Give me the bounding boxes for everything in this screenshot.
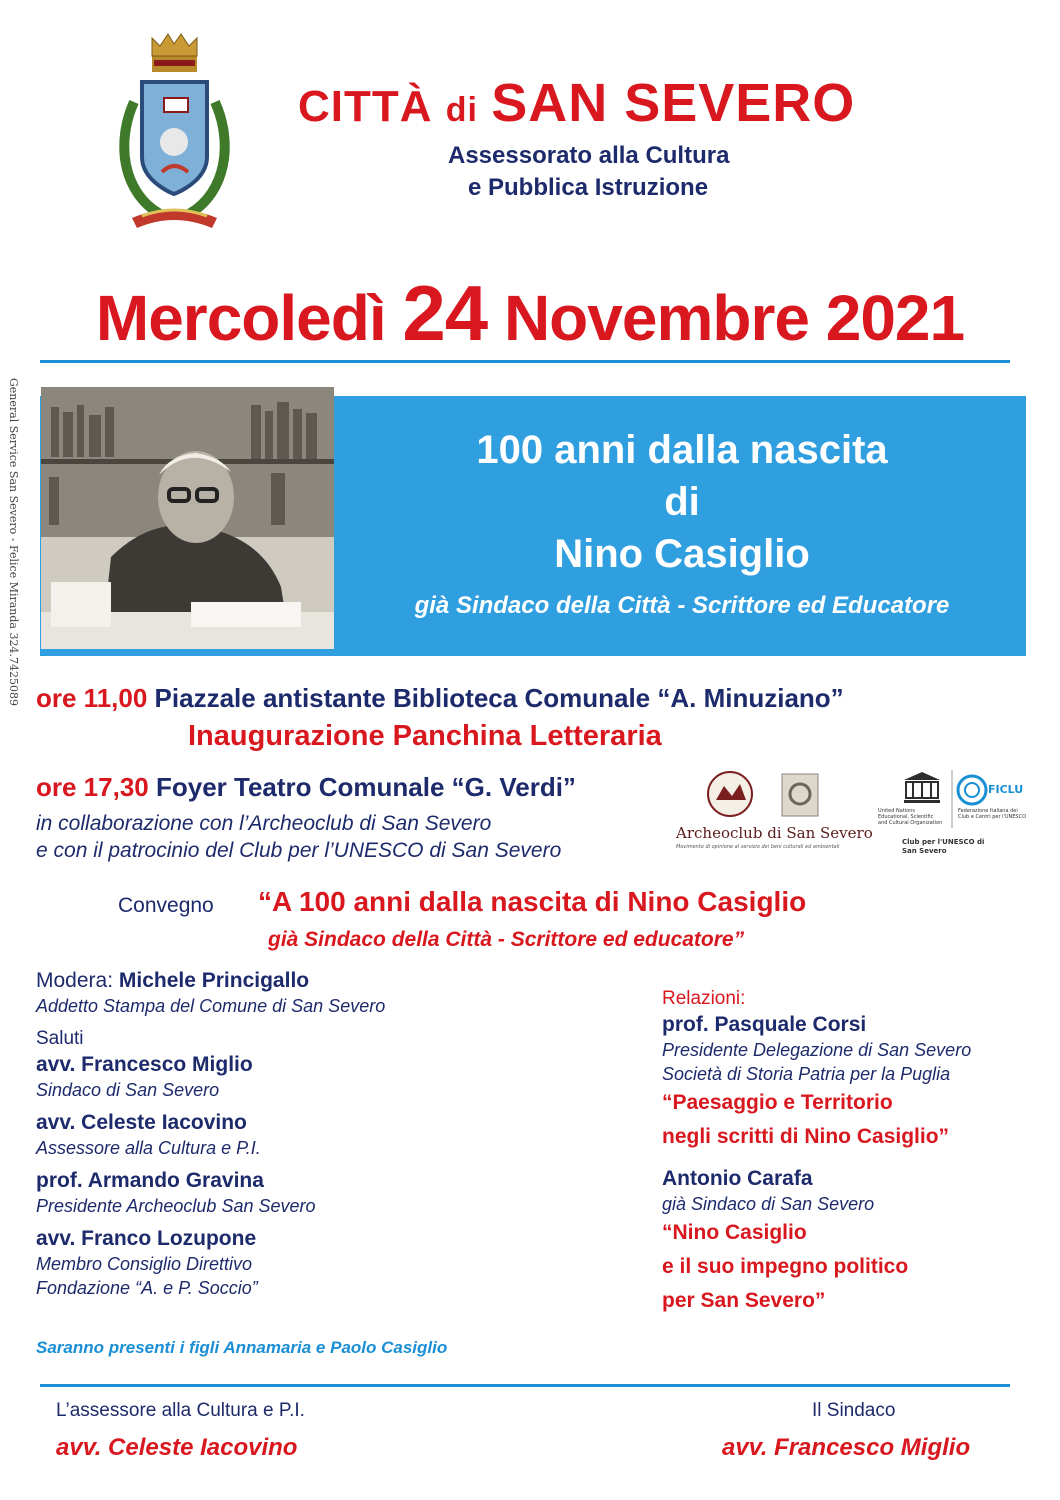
evening-place: Foyer Teatro Comunale “G. Verdi” [155, 772, 576, 802]
archeoclub-motto: Movimento di opinione al servizio dei beni culturali ed ambientali [676, 844, 840, 850]
unesco-text: United Nations Educational, Scientific and Cultural Organization [878, 808, 943, 826]
department-line2: e Pubblica Istruzione [468, 174, 709, 201]
report2-role: già Sindaco di San Severo [662, 1194, 875, 1214]
report1-speaker: prof. Pasquale Corsi [662, 1013, 867, 1036]
evening-time: ore 17,30 [36, 772, 149, 802]
department-line1: Assessorato alla Cultura [448, 142, 730, 169]
speaker-role: Presidente Archeoclub San Severo [36, 1196, 316, 1216]
event-date [0, 268, 1060, 359]
report2-title1: “Nino Casiglio [662, 1221, 807, 1244]
speakers-left-column [36, 968, 385, 1300]
ficlu-logo [958, 776, 986, 804]
reports-label: Relazioni: [662, 988, 746, 1009]
banner-title [338, 424, 1026, 580]
club-line1: Club per l'UNESCO di [902, 838, 985, 846]
convegno-label: Convegno [118, 894, 214, 917]
report1-role2: Società di Storia Patria per la Puglia [662, 1064, 951, 1084]
club-unesco-caption [902, 838, 984, 856]
date-weekday: Mercoledì [95, 282, 386, 354]
date-day: 24 [402, 269, 488, 357]
report2-title3: per San Severo” [662, 1289, 826, 1312]
banner-line3: Nino Casiglio [554, 532, 810, 576]
city-di: di [445, 91, 478, 129]
morning-event [36, 683, 844, 714]
morning-event-title: Inaugurazione Panchina Letteraria [188, 720, 662, 752]
speaker-name: avv. Celeste Iacovino [36, 1111, 247, 1134]
banner-line1: 100 anni dalla nascita [476, 428, 888, 472]
morning-place: Piazzale antistante Biblioteca Comunale “A. Minuziano” [154, 683, 844, 713]
city-name: SAN SEVERO [491, 73, 856, 133]
speaker-role: Membro Consiglio Direttivo [36, 1254, 253, 1274]
report2-speaker: Antonio Carafa [662, 1167, 813, 1190]
speaker-role: Assessore alla Cultura e P.I. [36, 1138, 261, 1158]
printer-credit [2, 378, 24, 706]
printer-credit-text: General Service San Severo - Felice Miranda 324.7425089 [7, 378, 20, 706]
partner-logos [672, 768, 1032, 860]
signature-right-role: Il Sindaco [812, 1400, 896, 1421]
report1-title2: negli scritti di Nino Casiglio” [662, 1125, 950, 1148]
archeoclub-name: Archeoclub di San Severo [676, 824, 873, 842]
signature-left-name: avv. Celeste Iacovino [56, 1434, 298, 1461]
collab-line2: e con il patrocinio del Club per l’UNESCO di San Severo [36, 839, 562, 862]
convegno-subtitle: già Sindaco della Città - Scrittore ed educatore” [268, 928, 745, 951]
archeoclub-logo [708, 772, 818, 816]
presence-note: Saranno presenti i figli Annamaria e Paolo Casiglio [36, 1338, 448, 1357]
morning-time: ore 11,00 [36, 683, 148, 713]
date-month-year: Novembre 2021 [503, 282, 965, 354]
moderator-role: Addetto Stampa del Comune di San Severo [36, 996, 386, 1016]
ficlu-name: FICLU [988, 783, 1024, 796]
collab-line1: in collaborazione con l’Archeoclub di San Severo [36, 812, 492, 835]
divider-top [40, 360, 1010, 363]
moderator-label: Modera: [36, 969, 114, 992]
speaker-role-line2: Fondazione “A. e P. Soccio” [36, 1278, 258, 1298]
evening-event [36, 772, 576, 803]
greetings-label: Saluti [36, 1028, 84, 1049]
city-prefix: CITTÀ [298, 82, 433, 131]
ficlu-text: Federazione Italiana dei Club e Centri per l'UNESCO [958, 808, 1027, 820]
reports-right-column [662, 986, 971, 1318]
divider-bottom [40, 1384, 1010, 1387]
signature-left-role: L’assessore alla Cultura e P.I. [56, 1400, 305, 1421]
banner-line2: di [664, 480, 700, 524]
collaboration-note [36, 810, 561, 864]
department [448, 140, 729, 204]
signature-right-name: avv. Francesco Miglio [722, 1434, 971, 1461]
city-crest-emblem [112, 32, 237, 232]
report2-title2: e il suo impegno politico [662, 1255, 909, 1278]
portrait-photo [41, 387, 334, 649]
speaker-role: Sindaco di San Severo [36, 1080, 220, 1100]
convegno-title: “A 100 anni dalla nascita di Nino Casiglio [258, 886, 807, 917]
banner-subtitle: già Sindaco della Città - Scrittore ed Educatore [414, 592, 950, 619]
speaker-name: avv. Franco Lozupone [36, 1227, 257, 1250]
city-title [298, 72, 855, 134]
report1-role1: Presidente Delegazione di San Severo [662, 1040, 972, 1060]
club-line2: San Severo [902, 847, 947, 855]
moderator-name: Michele Princigallo [118, 969, 310, 992]
speaker-name: prof. Armando Gravina [36, 1169, 264, 1192]
report1-title1: “Paesaggio e Territorio [662, 1091, 893, 1114]
speaker-name: avv. Francesco Miglio [36, 1053, 253, 1076]
